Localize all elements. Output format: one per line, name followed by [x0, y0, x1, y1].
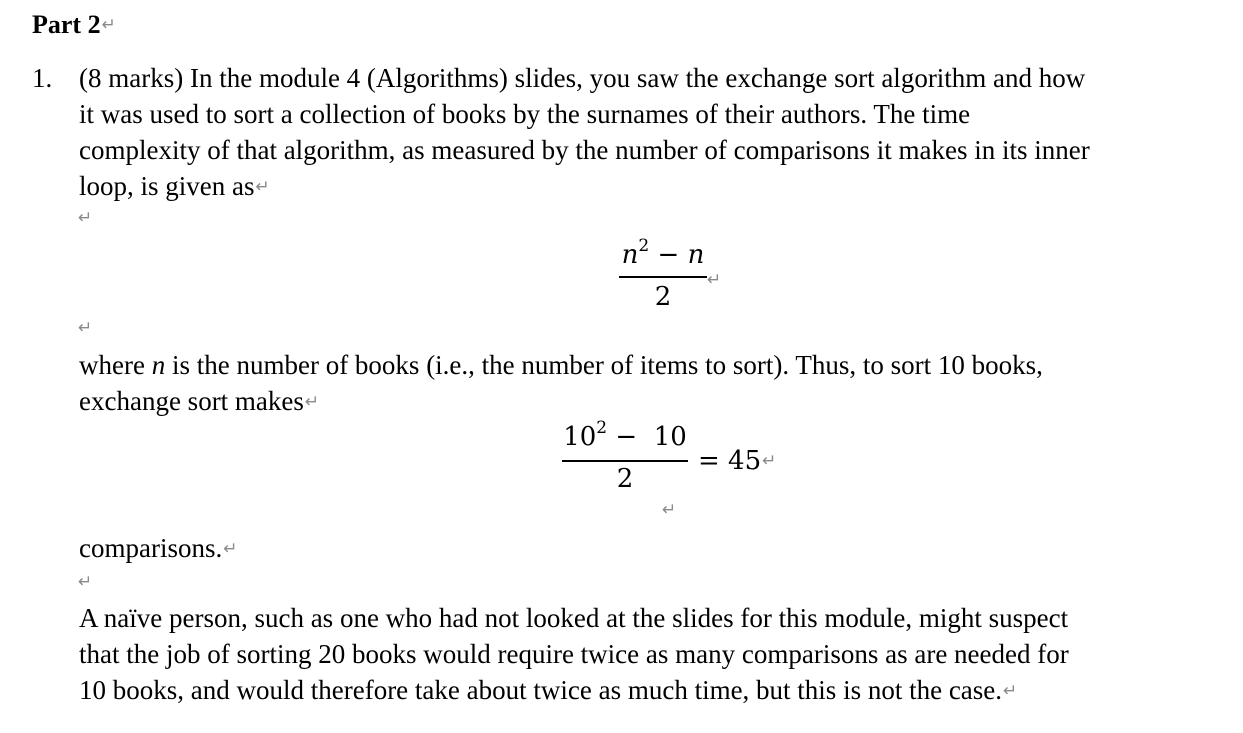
paragraph-mark-icon: ↵	[1003, 681, 1018, 701]
formula-example	[562, 420, 688, 496]
paragraph-mark-icon: ↵	[223, 539, 238, 559]
paragraph-mark-icon: ↵	[78, 208, 93, 228]
naive-person-paragraph	[79, 600, 1243, 709]
fraction-bar	[619, 276, 707, 278]
question-intro-paragraph	[79, 60, 1243, 205]
paragraph-mark-icon: ↵	[78, 318, 93, 338]
intro-line: (8 marks) In the module 4 (Algorithms) slides, you saw the exchange sort algorithm and how	[79, 63, 1086, 93]
paragraph-mark-icon: ↵	[662, 500, 677, 520]
formula-numerator: $n^2 - n$	[621, 236, 705, 270]
part-heading	[32, 8, 116, 42]
comparisons-text: comparisons.	[79, 533, 223, 563]
final-line: that the job of sorting 20 books would require twice as many comparisons as are needed for	[79, 639, 1069, 669]
paragraph-mark-icon: ↵	[304, 392, 320, 412]
comparisons-paragraph	[79, 530, 1243, 567]
paragraph-mark-icon: ↵	[78, 572, 93, 592]
formula-numerator: $10^2 - 10$	[563, 418, 687, 452]
question-number: 1.	[32, 63, 53, 93]
paragraph-mark-icon: ↵	[762, 451, 777, 471]
formula-denominator: 2	[616, 464, 634, 494]
formula-denominator: 2	[654, 282, 672, 312]
where-paragraph	[79, 347, 1243, 420]
where-line: where n is the number of books (i.e., the number of items to sort). Thus, to sort 10 books,	[79, 350, 1043, 380]
intro-line: complexity of that algorithm, as measured by the number of comparisons it makes in its inner	[79, 135, 1090, 165]
part-heading-text: Part 2	[32, 10, 101, 39]
paragraph-mark-icon: ↵	[707, 270, 722, 290]
where-line-last: exchange sort makes↵	[79, 386, 320, 416]
formula-complexity	[619, 238, 707, 314]
paragraph-mark-icon: ↵	[101, 15, 116, 35]
paragraph-mark-icon: ↵	[255, 177, 270, 197]
final-line: A naïve person, such as one who had not looked at the slides for this module, might suspect	[79, 603, 1069, 633]
intro-line: it was used to sort a collection of books by the surnames of their authors. The time	[79, 99, 971, 129]
final-line-last: 10 books, and would therefore take about twice as much time, but this is not the case.↵	[79, 675, 1018, 705]
intro-line-last: loop, is given as↵	[79, 171, 270, 201]
formula-result: = 45↵	[698, 446, 777, 476]
